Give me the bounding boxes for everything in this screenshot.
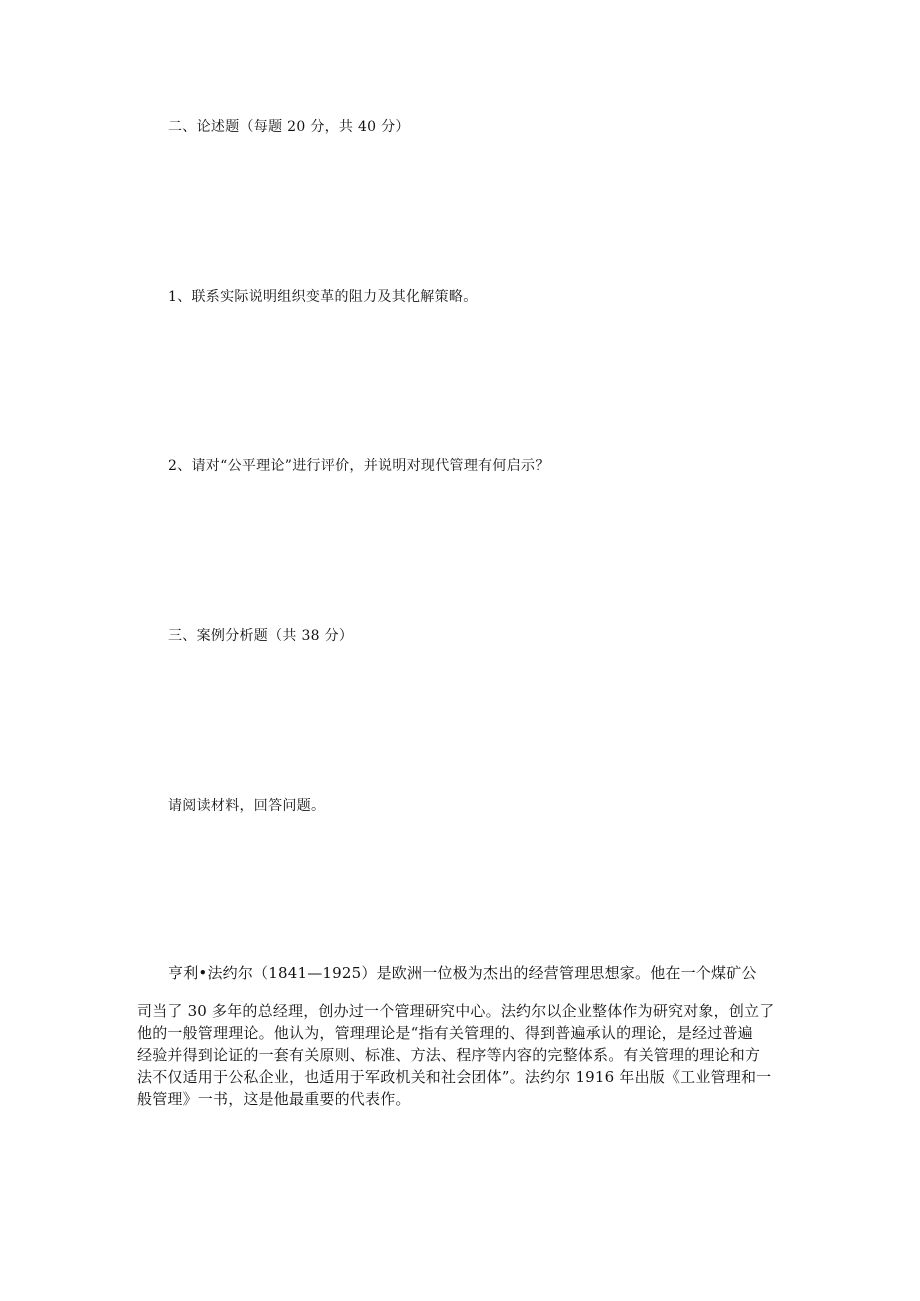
passage-line-1: 亨利•法约尔（1841—1925）是欧洲一位极为杰出的经营管理思想家。他在一个煤矿公 (168, 964, 757, 982)
essay-question-1: 1、联系实际说明组织变革的阻力及其化解策略。 (168, 289, 478, 305)
essay-question-2: 2、请对“公平理论”进行评价，并说明对现代管理有何启示？ (168, 458, 550, 474)
passage-line-6: 般管理》一书，这是他最重要的代表作。 (137, 1090, 411, 1108)
passage-line-5: 法不仅适用于公私企业，也适用于军政机关和社会团体”。法约尔 1916 年出版《工业管理和一 (137, 1068, 772, 1086)
passage-line-2: 司当了 30 多年的总经理，创办过一个管理研究中心。法约尔以企业整体作为研究对象，创立了 (137, 1002, 775, 1020)
case-passage (137, 962, 785, 1110)
case-instruction: 请阅读材料，回答问题。 (168, 798, 326, 814)
passage-line-3: 他的一般管理理论。他认为，管理理论是“指有关管理的、得到普遍承认的理论，是经过普遍 (137, 1024, 753, 1042)
section-two-heading: 二、论述题（每题 20 分，共 40 分） (168, 119, 410, 135)
passage-line-4: 经验并得到论证的一套有关原则、标准、方法、程序等内容的完整体系。有关管理的理论和方 (137, 1046, 761, 1064)
section-three-heading: 三、案例分析题（共 38 分） (168, 628, 354, 644)
